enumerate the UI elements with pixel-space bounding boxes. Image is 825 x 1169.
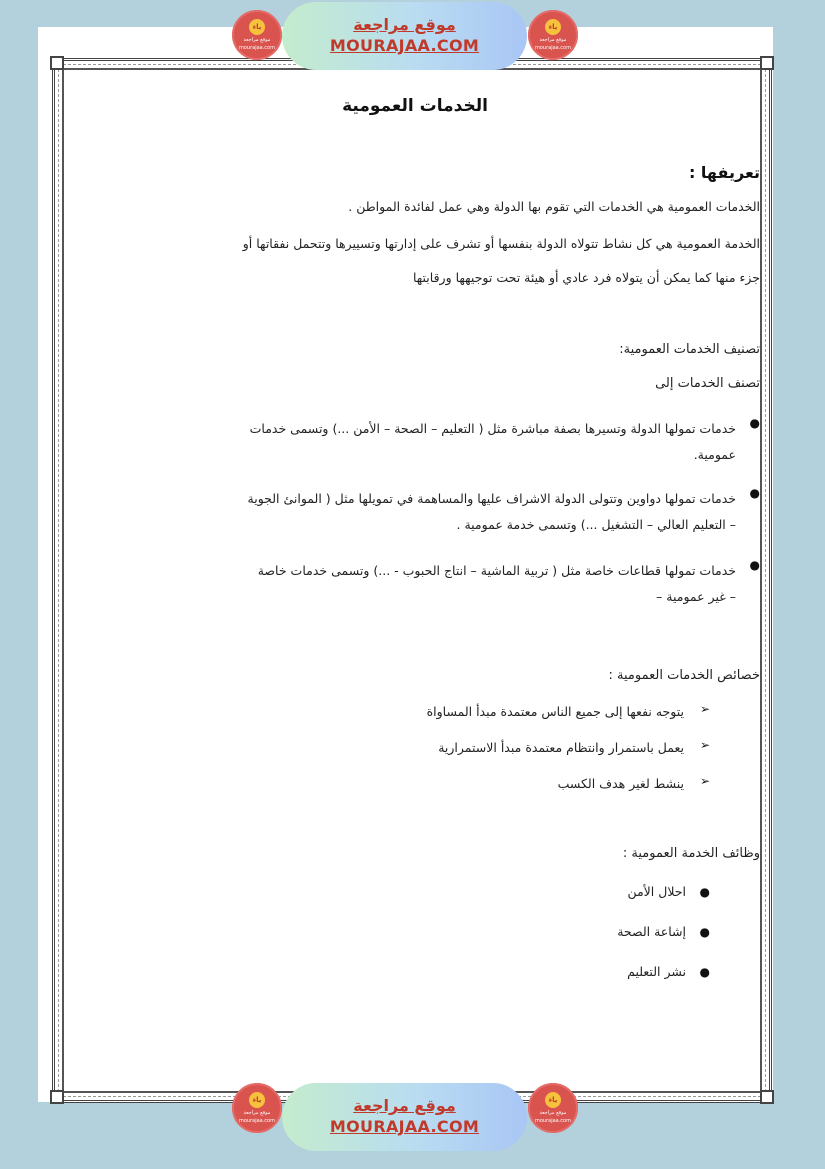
logo-badge-icon: ياء: [249, 1092, 265, 1108]
list-item: ➢ يعمل باستمرار وانتظام معتمدة مبدأ الاستمرارية: [438, 738, 710, 755]
bullet-icon: ●: [699, 965, 710, 979]
definition-paragraph: الخدمات العمومية هي الخدمات التي تقوم بها الدولة وهي عمل لفائدة المواطن .: [348, 199, 760, 214]
page-title: الخدمات العمومية: [342, 96, 488, 116]
header-banner[interactable]: [282, 2, 527, 70]
bullet-icon: ●: [749, 486, 760, 500]
border-corner-ornament: [50, 56, 64, 70]
list-item: ● احلال الأمن: [70, 882, 710, 922]
list-item: ● خدمات تمولها الدولة وتسيرها بصفة مباشرة مثل ( التعليم – الصحة – الأمن ...) وتسمى خدمات عمومية.: [70, 413, 760, 483]
logo-caption-en: mourajaa.com: [534, 45, 571, 51]
functions-list: [70, 882, 760, 1002]
site-logo-left: [232, 1083, 282, 1133]
logo-caption-en: mourajaa.com: [238, 45, 275, 51]
characteristics-heading: خصائص الخدمات العمومية :: [608, 668, 760, 683]
classification-list: [70, 413, 760, 627]
border-corner-ornament: [760, 1090, 774, 1104]
site-logo-right: [528, 1083, 578, 1133]
logo-badge-icon: ياء: [545, 1092, 561, 1108]
functions-heading: وظائف الخدمة العمومية :: [622, 846, 760, 861]
characteristics-list: [70, 702, 760, 810]
logo-badge-icon: ياء: [545, 19, 561, 35]
header-banner-link[interactable]: MOURAJAA.COM: [329, 36, 480, 55]
classification-heading: تصنيف الخدمات العمومية:: [619, 342, 760, 357]
logo-caption-en: mourajaa.com: [534, 1118, 571, 1124]
bullet-icon: ●: [699, 885, 710, 899]
list-item: ● نشر التعليم: [70, 962, 710, 1002]
border-corner-ornament: [760, 56, 774, 70]
logo-badge-icon: ياء: [249, 19, 265, 35]
list-item: ● خدمات تمولها قطاعات خاصة مثل ( تربية الماشية – انتاج الحبوب - ...) وتسمى خدمات خاصة – غير عمومية –: [70, 555, 760, 627]
arrow-bullet-icon: ➢: [699, 738, 710, 752]
logo-caption: موقع مراجعة: [243, 37, 271, 43]
site-logo-right: [528, 10, 578, 60]
definition-heading: تعريفها :: [688, 163, 760, 182]
list-item: ● إشاعة الصحة: [70, 922, 710, 962]
header-banner-arabic[interactable]: موقع مراجعة: [353, 15, 456, 34]
logo-caption: موقع مراجعة: [243, 1110, 271, 1116]
logo-caption: موقع مراجعة: [539, 37, 567, 43]
definition-paragraph: جزء منها كما يمكن أن يتولاه فرد عادي أو هيئة تحت توجيهها ورقابتها: [412, 270, 760, 285]
footer-banner-arabic[interactable]: موقع مراجعة: [353, 1096, 456, 1115]
list-item: ➢ يتوجه نفعها إلى جميع الناس معتمدة مبدأ المساواة: [426, 702, 710, 719]
logo-caption-en: mourajaa.com: [238, 1118, 275, 1124]
list-item: ● خدمات تمولها دواوين وتتولى الدولة الاشراف عليها والمساهمة في تمويلها مثل ( الموانئ الجوية – التعليم العالي – التشغيل ...) وتسمى خدمة عمومية .: [70, 483, 760, 555]
list-item: ➢ ينشط لغير هدف الكسب: [557, 774, 710, 791]
border-corner-ornament: [50, 1090, 64, 1104]
site-logo-left: [232, 10, 282, 60]
footer-banner[interactable]: [282, 1083, 527, 1151]
bullet-icon: ●: [699, 925, 710, 939]
classification-intro: تصنف الخدمات إلى: [655, 376, 760, 391]
footer-banner-link[interactable]: MOURAJAA.COM: [329, 1117, 480, 1136]
arrow-bullet-icon: ➢: [699, 774, 710, 788]
bullet-icon: ●: [749, 558, 760, 572]
arrow-bullet-icon: ➢: [699, 702, 710, 716]
bullet-icon: ●: [749, 416, 760, 430]
definition-paragraph: الخدمة العمومية هي كل نشاط تتولاه الدولة بنفسها أو تشرف على إدارتها وتسييرها وتتحمل نفقاتها أو: [242, 236, 760, 251]
logo-caption: موقع مراجعة: [539, 1110, 567, 1116]
